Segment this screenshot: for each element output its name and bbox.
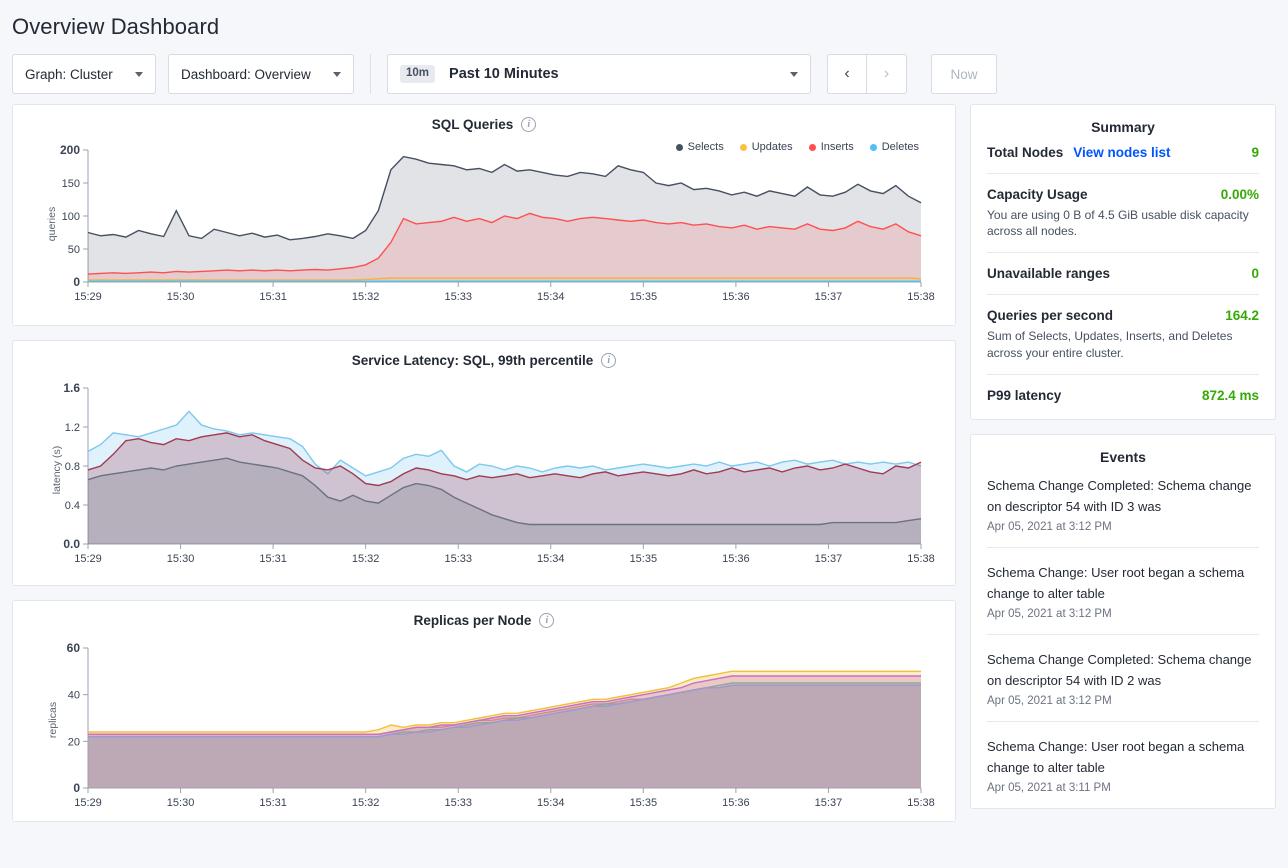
info-icon[interactable]: i <box>539 613 554 628</box>
svg-text:15:36: 15:36 <box>722 797 750 809</box>
event-text: Schema Change Completed: Schema change on descriptor 54 with ID 3 was <box>987 477 1252 514</box>
info-icon[interactable]: i <box>601 353 616 368</box>
event-item[interactable] <box>971 475 1275 547</box>
event-text: Schema Change: User root began a schema change to alter table <box>987 739 1245 776</box>
summary-value: 164.2 <box>1225 308 1259 324</box>
summary-description: Sum of Selects, Updates, Inserts, and Deletes across your entire cluster. <box>987 329 1233 360</box>
dashboard-content <box>0 104 1288 836</box>
svg-text:100: 100 <box>61 211 80 223</box>
summary-label: Unavailable ranges <box>987 266 1111 282</box>
info-icon[interactable]: i <box>521 117 536 132</box>
event-item[interactable] <box>971 649 1275 721</box>
divider <box>987 252 1259 253</box>
service-latency-plot[interactable] <box>13 374 957 570</box>
svg-text:0.8: 0.8 <box>64 461 80 473</box>
chart-card-service-latency <box>12 340 956 586</box>
chart-title-text: SQL Queries <box>431 117 514 132</box>
svg-text:15:38: 15:38 <box>907 291 935 303</box>
svg-text:15:34: 15:34 <box>537 291 565 303</box>
graph-selector[interactable] <box>12 54 156 94</box>
svg-text:15:38: 15:38 <box>907 797 935 809</box>
svg-text:15:30: 15:30 <box>166 553 195 565</box>
summary-value: 0 <box>1251 266 1259 282</box>
time-range-badge: 10m <box>400 65 435 83</box>
svg-text:20: 20 <box>67 736 80 749</box>
svg-text:60: 60 <box>66 641 80 655</box>
event-item[interactable] <box>971 562 1275 634</box>
summary-description: You are using 0 B of 4.5 GiB usable disk capacity across all nodes. <box>987 208 1249 239</box>
svg-text:15:31: 15:31 <box>259 553 287 565</box>
divider <box>987 634 1259 635</box>
summary-value: 0.00% <box>1220 187 1259 202</box>
divider <box>987 547 1259 548</box>
legend-label: Selects <box>687 141 724 153</box>
time-range-label: Past 10 Minutes <box>449 66 559 82</box>
events-card <box>970 434 1276 809</box>
svg-text:15:31: 15:31 <box>259 291 287 303</box>
view-nodes-list-link[interactable]: View nodes list <box>1073 145 1171 160</box>
side-column <box>970 104 1276 823</box>
y-axis-label: queries <box>46 206 59 242</box>
svg-text:15:29: 15:29 <box>74 797 102 809</box>
chevron-left-icon: ‹ <box>844 65 850 82</box>
svg-text:200: 200 <box>59 143 80 157</box>
chart-title <box>13 341 955 368</box>
svg-text:40: 40 <box>67 689 80 702</box>
sql-queries-plot[interactable] <box>13 138 957 308</box>
svg-text:15:34: 15:34 <box>537 797 565 809</box>
svg-text:15:30: 15:30 <box>166 797 195 809</box>
dashboard-selector[interactable] <box>168 54 354 94</box>
summary-label: Capacity Usage <box>987 187 1088 202</box>
plot-area <box>13 368 955 570</box>
svg-text:15:35: 15:35 <box>629 553 658 565</box>
svg-text:50: 50 <box>67 244 80 256</box>
svg-text:15:35: 15:35 <box>629 291 658 303</box>
svg-text:15:33: 15:33 <box>444 553 472 565</box>
summary-row-total-nodes <box>971 145 1275 160</box>
event-timestamp: Apr 05, 2021 at 3:12 PM <box>987 520 1112 533</box>
svg-text:0.0: 0.0 <box>63 537 80 551</box>
summary-label: Total Nodes <box>987 145 1064 160</box>
svg-text:15:35: 15:35 <box>629 797 658 809</box>
event-timestamp: Apr 05, 2021 at 3:12 PM <box>987 695 1112 708</box>
toolbar <box>0 40 1288 104</box>
charts-column <box>12 104 956 836</box>
y-axis-label: replicas <box>47 701 60 739</box>
summary-row-p99-latency <box>971 388 1275 419</box>
divider <box>987 294 1259 295</box>
svg-text:0.4: 0.4 <box>64 500 80 512</box>
divider <box>987 173 1259 174</box>
plot-area <box>13 628 955 814</box>
summary-title: Summary <box>1091 119 1155 135</box>
plot-area <box>13 132 955 308</box>
time-range-selector[interactable] <box>387 54 811 94</box>
svg-text:0: 0 <box>73 781 80 795</box>
chevron-down-icon <box>333 72 341 77</box>
summary-label: P99 latency <box>987 387 1062 403</box>
toolbar-divider <box>370 54 371 94</box>
svg-text:150: 150 <box>61 178 80 190</box>
summary-value: 9 <box>1251 145 1259 160</box>
svg-text:15:38: 15:38 <box>907 553 935 565</box>
divider <box>987 374 1259 375</box>
next-range-button[interactable] <box>867 54 907 94</box>
chart-card-sql-queries <box>12 104 956 326</box>
chevron-right-icon: › <box>883 65 890 82</box>
chart-title-text: Replicas per Node <box>413 613 532 628</box>
divider <box>987 721 1259 722</box>
chart-card-replicas <box>12 600 956 822</box>
svg-text:15:37: 15:37 <box>814 797 843 809</box>
summary-row-unavailable-ranges <box>971 266 1275 281</box>
event-item[interactable] <box>971 736 1275 808</box>
event-text: Schema Change Completed: Schema change on descriptor 54 with ID 2 was <box>987 651 1252 688</box>
svg-text:15:34: 15:34 <box>537 553 565 565</box>
replicas-per-node-plot[interactable] <box>13 634 957 814</box>
summary-row-queries-per-second <box>971 308 1275 360</box>
svg-text:15:31: 15:31 <box>259 797 287 809</box>
legend-label: Deletes <box>881 141 919 153</box>
events-title: Events <box>1100 448 1146 465</box>
dashboard-selector-label: Dashboard: Overview <box>181 66 311 82</box>
svg-text:15:30: 15:30 <box>166 291 195 303</box>
chart-title-text: Service Latency: SQL, 99th percentile <box>351 353 594 368</box>
chevron-down-icon <box>135 72 143 77</box>
svg-text:15:36: 15:36 <box>722 553 750 565</box>
now-button[interactable]: Now <box>931 54 997 94</box>
event-timestamp: Apr 05, 2021 at 3:11 PM <box>987 782 1111 795</box>
chart-title <box>13 601 955 628</box>
summary-card <box>970 104 1276 420</box>
event-text: Schema Change: User root began a schema change to alter table <box>987 564 1245 601</box>
svg-text:15:32: 15:32 <box>351 291 380 303</box>
legend-label: Updates <box>751 141 793 153</box>
svg-text:15:37: 15:37 <box>814 553 843 565</box>
time-nav <box>827 54 907 94</box>
svg-text:0: 0 <box>73 275 80 289</box>
svg-text:15:36: 15:36 <box>722 291 750 303</box>
svg-text:15:29: 15:29 <box>74 291 102 303</box>
chart-title <box>13 105 955 132</box>
svg-text:1.2: 1.2 <box>64 422 80 434</box>
svg-text:15:37: 15:37 <box>814 291 843 303</box>
chevron-down-icon <box>790 72 798 77</box>
summary-row-capacity-usage <box>971 187 1275 239</box>
event-timestamp: Apr 05, 2021 at 3:12 PM <box>987 607 1112 620</box>
svg-text:15:33: 15:33 <box>444 797 472 809</box>
prev-range-button[interactable] <box>827 54 867 94</box>
page-title: Overview Dashboard <box>12 14 220 39</box>
svg-text:1.6: 1.6 <box>63 381 80 395</box>
summary-label: Queries per second <box>987 308 1114 324</box>
svg-text:15:32: 15:32 <box>351 553 380 565</box>
svg-text:15:33: 15:33 <box>444 291 472 303</box>
svg-text:15:32: 15:32 <box>351 797 380 809</box>
legend-label: Inserts <box>820 141 854 153</box>
y-axis-label: latency (s) <box>51 445 64 495</box>
summary-value: 872.4 ms <box>1201 387 1259 403</box>
svg-text:15:29: 15:29 <box>74 553 102 565</box>
graph-selector-label: Graph: Cluster <box>25 66 113 82</box>
